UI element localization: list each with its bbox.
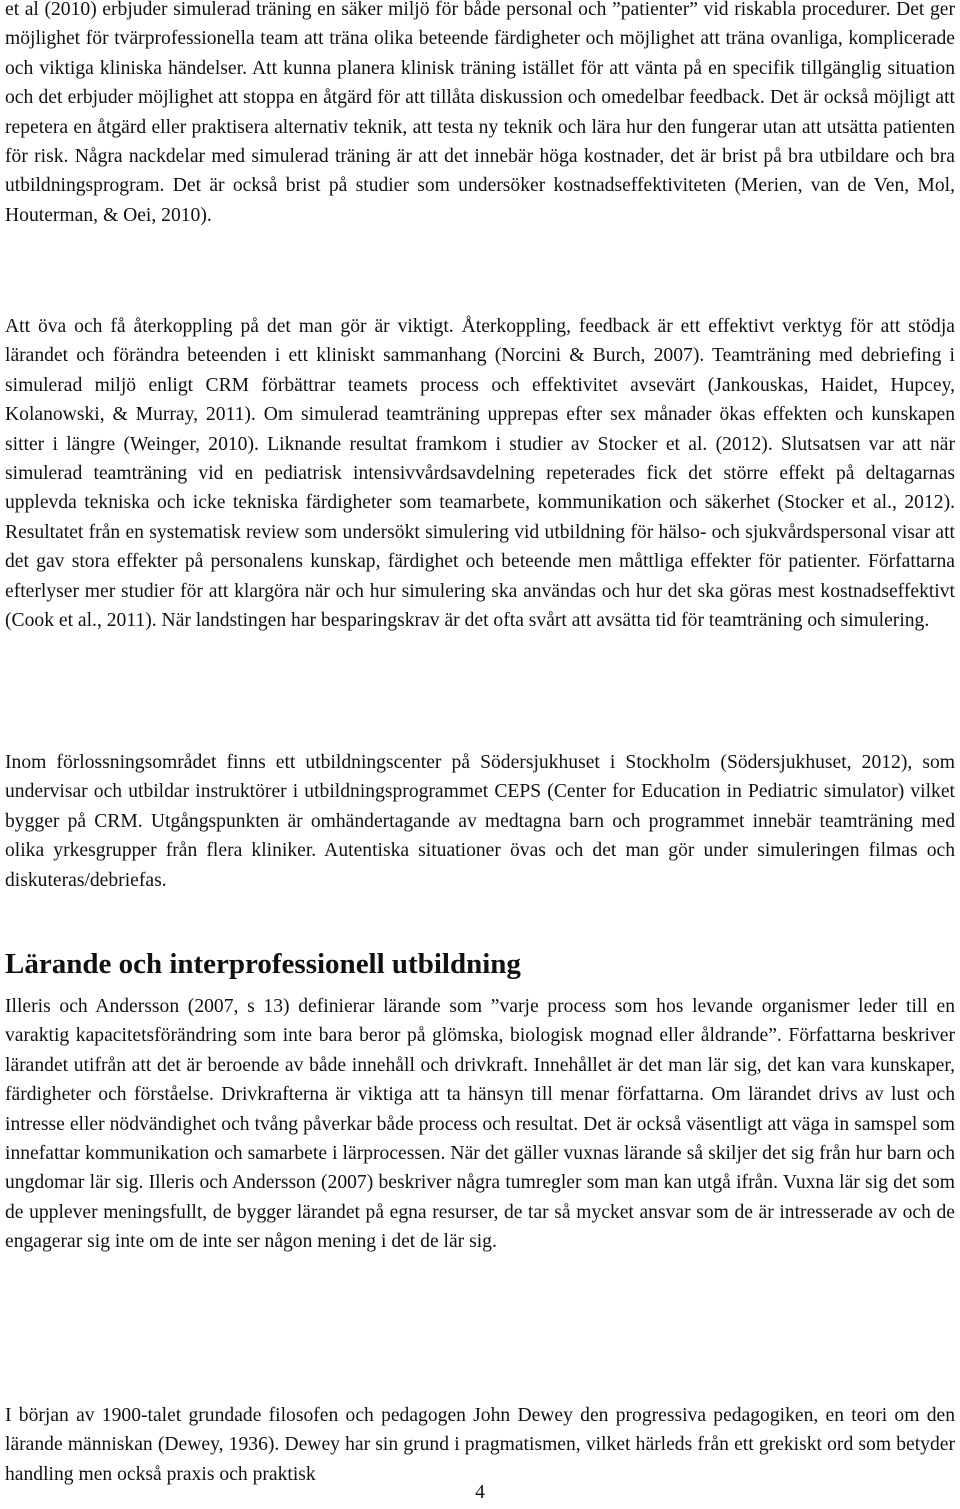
paragraph-feedback: Att öva och få återkoppling på det man gör är viktigt. Återkoppling, feedback är ett effektivt verktyg för att stödja lärandet och förändra beteenden i ett kliniskt sammanhang (Norcini & Burch, 2007). Teamträning med debriefing i simulerad miljö enligt CRM förbättrar teamets process och effektivitet avsevärt (Jankouskas, Haidet, Hupcey, Kolanowski, & Murray, 2011). Om simulerad teamträning upprepas efter sex månader ökas effekten och kunskapen sitter i längre (Weinger, 2010). Liknande resultat framkom i studier av Stocker et al. (2012). Slutsatsen var att när simulerad teamträning vid en pediatrisk intensivvårdsavdelning repeterades fick det större effekt på deltagarnas upplevda tekniska och icke tekniska färdigheter som teamarbete, kommunikation och säkerhet (Stocker et al., 2012). Resultatet från en systematisk review som undersökt simulering vid utbildning för hälso- och sjukvårdspersonal visar att det gav stora effekter på personalens kunskap, färdighet och beteende men måttliga effekter för patienter. Författarna efterlyser mer studier för att klargöra när och hur simulering ska användas och hur det ska göras mest kostnadseffektivt (Cook et al., 2011). När landstingen har besparingskrav är det ofta svårt att avsätta tid för teamträning och simulering.	[5, 316, 955, 632]
paragraph-learning-definition: Illeris och Andersson (2007, s 13) definierar lärande som ”varje process som hos levande organismer leder till en varaktig kapacitetsförändring som inte bara beror på glömska, biologisk mognad eller åldrande”. Författarna beskriver lärandet utifrån att det är beroende av både innehåll och drivkraft. Innehållet är det man lär sig, det kan vara kunskaper, färdigheter och förståelse. Drivkrafterna är viktiga att ta hänsyn till menar författarna. Om lärandet drivs av lust och intresse eller nödvändighet och tvång påverkar både process och resultat. Det är också väsentligt att väga in samspel som innefattar kommunikation och samarbete i lärprocessen. När det gäller vuxnas lärande så skiljer det sig från hur barn och ungdomar lär sig. Illeris och Andersson (2007) beskriver några tumregler som man kan utgå ifrån. Vuxna lär sig det som de upplever meningsfullt, de bygger lärandet på egna resurser, de tar så mycket ansvar som de är intresserade av och de engagerar sig inte om de inte ser någon mening i det de lär sig.	[5, 996, 955, 1253]
paragraph-dewey: I början av 1900-talet grundade filosofen och pedagogen John Dewey den progressiva pedagogiken, en teori om den lärande människan (Dewey, 1936). Dewey har sin grund i pragmatismen, vilket härleds från ett grekiskt ord som betyder handling men också praxis och praktisk	[5, 1405, 955, 1485]
paragraph-simulation-benefits: et al (2010) erbjuder simulerad träning en säker miljö för både personal och ”patienter” vid riskabla procedurer. Det ger möjlighet för tvärprofessionella team att träna olika beteende färdigheter och möjlighet att träna ovanliga, komplicerade och viktiga kliniska händelser. Att kunna planera klinisk träning istället för att vänta på en specifik tillgänglig situation och det erbjuder möjlighet att stoppa en åtgärd för att tillåta diskussion och omedelbar feedback. Det är också möjligt att repetera en åtgärd eller praktisera alternativ teknik, att testa ny teknik och lära hur den fungerar utan att utsätta patienten för risk. Några nackdelar med simulerad träning är att det innebär höga kostnader, det är brist på bra utbildare och bra utbildningsprogram. Det är också brist på studier som undersöker kostnadseffektiviteten (Merien, van de Ven, Mol, Houterman, & Oei, 2010).	[5, 0, 955, 226]
paragraph-training-center: Inom förlossningsområdet finns ett utbildningscenter på Södersjukhuset i Stockholm (Södersjukhuset, 2012), som undervisar och utbildar instruktörer i utbildningsprogrammet CEPS (Center for Education in Pediatric simulator) vilket bygger på CRM. Utgångspunkten är omhändertagande av medtagna barn och programmet innebär teamträning med olika yrkesgrupper från flera kliniker. Autentiska situationer övas och det man gör under simuleringen filmas och diskuteras/debriefas.	[5, 752, 955, 891]
page-number: 4	[475, 1482, 485, 1503]
section-heading: Lärande och interprofessionell utbildning	[5, 948, 521, 980]
